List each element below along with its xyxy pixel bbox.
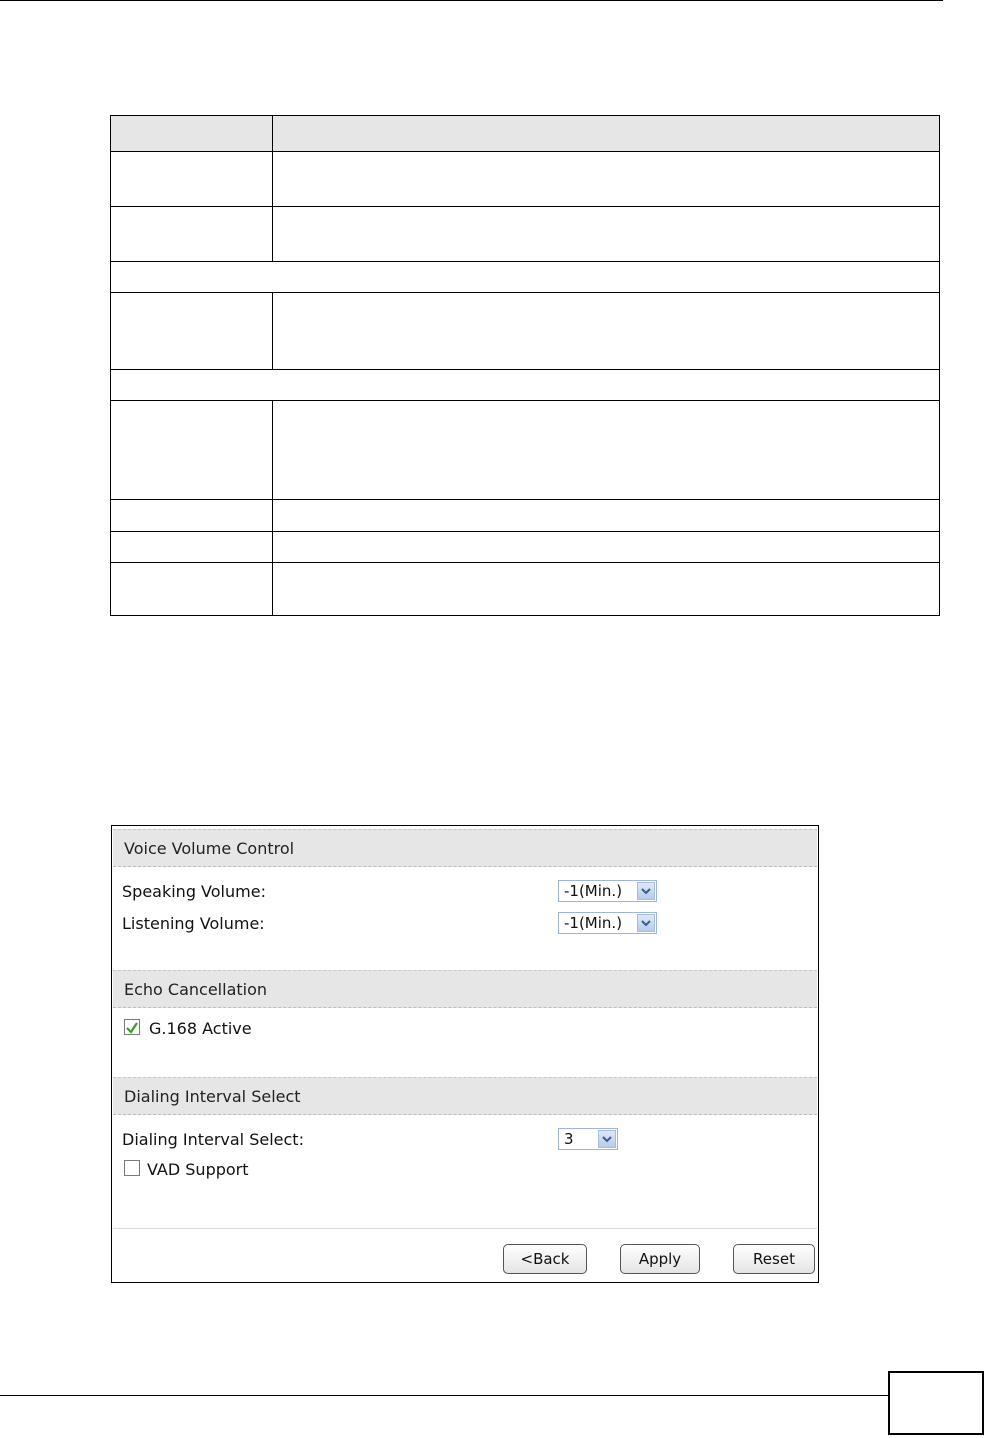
chevron-down-icon[interactable] (637, 914, 655, 932)
apply-button[interactable]: Apply (620, 1244, 700, 1274)
listening-volume-value: -1(Min.) (564, 914, 623, 932)
table-section-row (111, 262, 940, 293)
echo-cancellation-header: Echo Cancellation (113, 970, 817, 1008)
table-header-row (111, 116, 940, 152)
table-row (111, 152, 940, 207)
table-row (111, 532, 940, 563)
speaking-volume-select[interactable] (558, 880, 657, 902)
chevron-down-icon[interactable] (637, 882, 655, 900)
dialing-interval-select[interactable] (558, 1128, 618, 1150)
table-row (111, 500, 940, 532)
listening-volume-select[interactable] (558, 912, 657, 934)
voice-volume-control-header: Voice Volume Control (113, 829, 817, 867)
reset-button[interactable]: Reset (733, 1244, 815, 1274)
back-button[interactable]: <Back (503, 1244, 587, 1274)
g168-active-checkbox[interactable] (124, 1019, 140, 1035)
chevron-down-icon[interactable] (598, 1130, 616, 1148)
top-rule (0, 0, 943, 1)
vad-support-label: VAD Support (147, 1160, 249, 1179)
table-section-row (111, 370, 940, 401)
table-row (111, 293, 940, 370)
table-row (111, 401, 940, 500)
checkmark-icon (125, 1021, 139, 1035)
dialing-interval-header: Dialing Interval Select (113, 1077, 817, 1115)
description-table (110, 115, 940, 616)
voice-settings-panel (111, 825, 819, 1283)
dialing-interval-value: 3 (564, 1130, 574, 1148)
footer-divider (113, 1228, 817, 1229)
speaking-volume-value: -1(Min.) (564, 882, 623, 900)
g168-active-label: G.168 Active (149, 1019, 252, 1038)
dialing-interval-label: Dialing Interval Select: (122, 1130, 304, 1149)
table-row (111, 207, 940, 262)
bottom-rule (0, 1395, 888, 1396)
table-row (111, 563, 940, 616)
speaking-volume-label: Speaking Volume: (122, 882, 266, 901)
vad-support-checkbox[interactable] (124, 1160, 140, 1176)
listening-volume-label: Listening Volume: (122, 914, 265, 933)
page-number-box (888, 1371, 984, 1435)
